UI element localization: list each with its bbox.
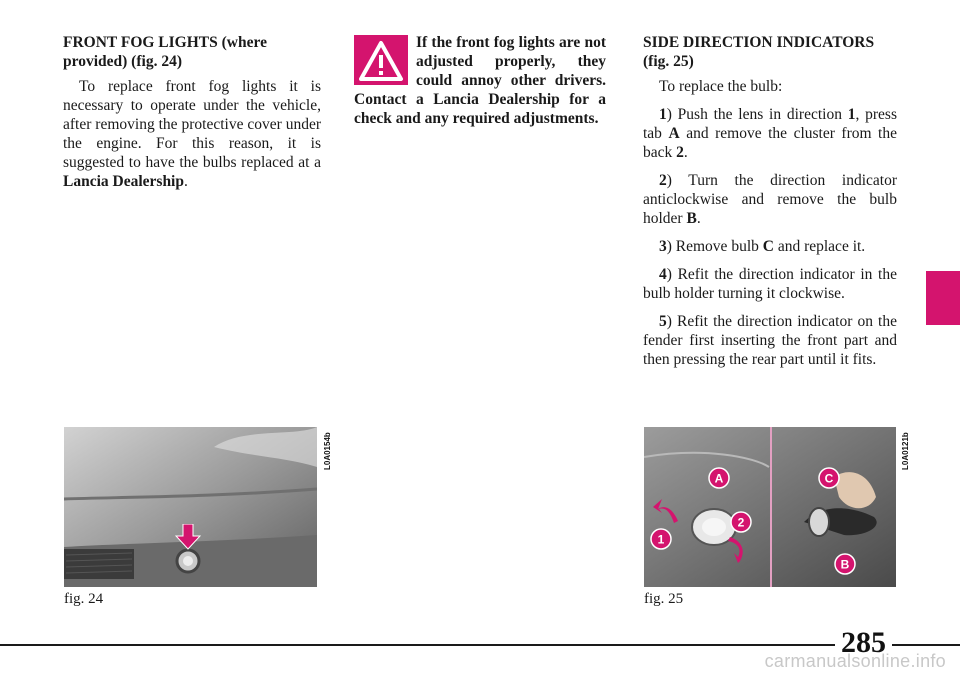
step-3: 3) Remove bulb C and replace it. — [659, 238, 866, 255]
side-indicators-heading: SIDE DIRECTION INDICATORS (fig. 25) — [643, 34, 875, 70]
fig24-caption: fig. 24 — [64, 591, 104, 607]
fog-light-photo-illustration — [64, 427, 317, 587]
warning-text: If the front fog lights are not adjusted properly, they could annoy other drivers. Contact a Lancia Dealership for a check and any required adjustments. — [354, 34, 606, 127]
section-tab-marker — [926, 271, 960, 325]
svg-text:1: 1 — [657, 532, 665, 547]
warning-triangle-icon — [354, 35, 408, 85]
fig25-photo — [644, 427, 896, 587]
warning-box — [354, 33, 606, 137]
svg-text:B: B — [840, 557, 850, 572]
callout-2 — [730, 511, 752, 533]
watermark: carmanualsonline.info — [764, 651, 946, 671]
side-indicators-intro: To replace the bulb: — [659, 78, 783, 95]
fig24-code: L0A0154b — [323, 432, 332, 470]
step-4: 4) Refit the direction indicator in the bulb holder turning it clockwise. — [643, 266, 897, 302]
fog-lights-body: To replace front fog lights it is necessary to operate under the vehicle, after removing the protective cover under the engine. For this reason, it is suggested to have the bulbs replaced at a Lancia Dealership. — [63, 78, 321, 190]
step-5: 5) Refit the direction indicator on the fender first inserting the front part and then pressing the rear part until it fits. — [643, 313, 897, 368]
fog-lights-heading: FRONT FOG LIGHTS (where provided) (fig. 24) — [63, 34, 267, 70]
callout-a — [708, 467, 730, 489]
callout-b — [834, 553, 856, 575]
callout-1 — [650, 528, 672, 550]
svg-text:2: 2 — [737, 515, 745, 530]
fog-lights-section — [63, 33, 321, 200]
footer-rule — [0, 644, 960, 646]
curved-arrow-icon — [652, 497, 682, 525]
page-number: 285 — [835, 626, 892, 660]
fig25-code: L0A0121b — [901, 432, 910, 470]
fig25-caption: fig. 25 — [644, 591, 684, 607]
callout-c — [818, 467, 840, 489]
fig24-photo — [64, 427, 317, 587]
svg-text:C: C — [824, 471, 834, 486]
side-indicators-section — [643, 33, 897, 378]
arrow-down-icon — [175, 524, 201, 550]
svg-text:A: A — [714, 471, 724, 486]
dealership-emphasis: Lancia Dealership — [63, 173, 184, 190]
step-1: 1) Push the lens in direction 1, press tab A and remove the cluster from the back 2. — [643, 106, 898, 161]
step-2: 2) Turn the direction indicator anticlockwise and remove the bulb holder B. — [643, 172, 897, 227]
rotate-arrow-icon — [726, 535, 748, 563]
